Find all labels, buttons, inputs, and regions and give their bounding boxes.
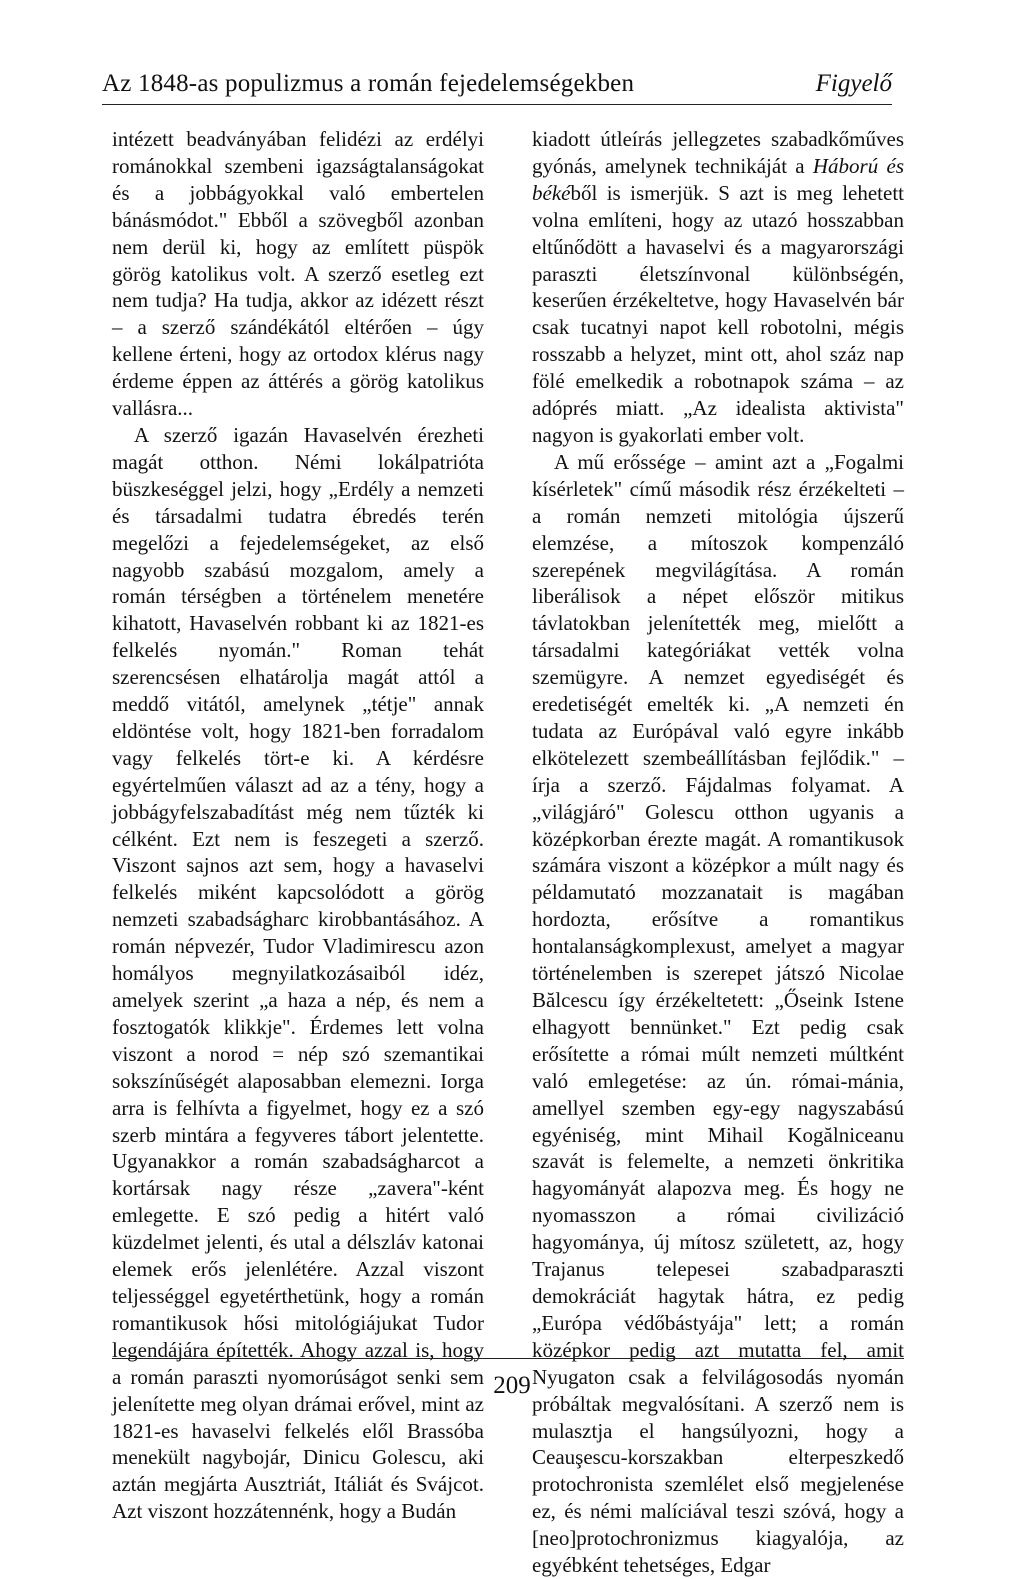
right-column bbox=[532, 126, 904, 1579]
section-label: Figyelő bbox=[815, 70, 892, 97]
page-header bbox=[102, 64, 892, 105]
text-span: ből is ismerjük. S azt is meg lehetett volna említeni, hogy az utazó hosszabban eltűnődött a havaselvi és a magyarországi paraszti életszínvonal különbségén, keserűen érzékeltetve, hogy Havaselvén bár csak tucatnyi napot kell robotolni, mégis rosszabb a helyzet, mint ott, ahol száz nap fölé emelkedik a robotnapok száma – az adóprés miatt. „Az idealista aktivista" nagyon is gyakorlati ember volt. bbox=[532, 180, 904, 447]
paragraph: A szerző igazán Havaselvén érezheti magát otthon. Némi lokálpatrióta büszkeséggel jelzi, hogy „Erdély a nemzeti és társadalmi tudatra ébredés terén megelőzi a fejedelemségeket, az első nagyobb szabású mozgalom, amely a román térségben a történelem menetére kihatott, Havaselvén robbant ki az 1821-es felkelés nyomán." Roman tehát szerencsésen elhatárolja magát attól a meddő vitától, amelynek „tétje" annak eldöntése volt, hogy 1821-ben forradalom vagy felkelés tört-e ki. A kérdésre egyértelműen választ ad az a tény, hogy a jobbágyfelszabadítást még nem tűzték ki célként. Ezt nem is feszegeti a szerző. Viszont sajnos azt sem, hogy a havaselvi felkelés miként kapcsolódott a görög nemzeti szabadságharc kirobbantásához. A román népvezér, Tudor Vladimirescu azon homályos megnyilatkozásaiból idéz, amelyek szerint „a haza a nép, és nem a fosztogatók klikkje". Érdemes lett volna viszont a norod = nép szó szemantikai sokszínűségét alaposabban elemezni. Iorga arra is felhívta a figyelmet, hogy ez a szó szerb mintára a fegyveres tábort jelentette. Ugyanakkor a román szabadságharcot a kortársak nagy része „zavera"-ként emlegette. E szó pedig a hitért való küzdelmet jelenti, és utal a délszláv katonai elemek erős jelenlétére. Azzal viszont teljességgel egyetérthetünk, hogy a román romantikusok hősi mitológiájukat Tudor legendájára építették. Ahogy azzal is, hogy a román paraszti nyomorúságot senki sem jelenítette meg olyan drámai erővel, mint az 1821-es havaselvi felkelés elől Brassóba menekült nagybojár, Dinicu Golescu, aki aztán megjárta Ausztriát, Itáliát és Svájcot. Azt viszont hozzátennénk, hogy a Budán bbox=[112, 422, 484, 1524]
paragraph bbox=[532, 126, 904, 449]
paragraph: intézett beadványában felidézi az erdélyi románokkal szembeni igazságtalanságokat és a jobbágyokkal való embertelen bánásmódot." Ebből a szövegből azonban nem derül ki, hogy az említett püspök görög katolikus volt. A szerző esetleg ezt nem tudja? Ha tudja, akkor az idézett részt – a szerző szándékától eltérően – úgy kellene érteni, hogy az ortodox klérus nagy érdeme éppen az áttérés a görög katolikus vallásra... bbox=[112, 127, 484, 421]
running-title: Az 1848-as populizmus a román fejedelemségekben bbox=[102, 70, 635, 97]
book-title: Háború és béké bbox=[532, 153, 904, 205]
footer-rule bbox=[112, 1358, 904, 1359]
left-column bbox=[112, 126, 484, 1525]
page-number: 209 bbox=[493, 1372, 531, 1399]
text-span: kiadott útleírás jellegzetes szabadkőműves gyónás, amelynek technikáját a bbox=[532, 127, 904, 178]
paragraph: A mű erőssége – amint azt a „Fogalmi kísérletek" című második rész érzékelteti – a román nemzeti mitológia újszerű elemzése, a mítoszok kompenzáló szerepének megvilágítása. A román liberálisok a népet először mitikus távlatokban jelenítették meg, mielőtt a társadalmi kategóriákat vették volna szemügyre. A nemzet egyediségét és eredetiségét emelték ki. „A nemzeti én tudata az Európával való egyre inkább elkötelezett szembeállításban fejlődik." – írja a szerző. Fájdalmas folyamat. A „világjáró" Golescu otthon ugyanis a középkorban érezte magát. A romantikusok számára viszont a középkor a múlt nagy és példamutató mozzanatait is magában hordozta, erősítve a romantikus hontalanságkomplexust, amelyet a magyar történelemben is szerepet játszó Nicolae Bălcescu így érzékeltetett: „Őseink Istene elhagyott bennünket." Ezt pedig csak erősítette a római múlt nemzeti múltként való emlegetése: az ún. római-mánia, amellyel szemben egy-egy nagyszabású egyéniség, mint Mihail Kogălniceanu szavát is felemelte, a nemzeti önkritika hagyományát alapozva meg. És hogy ne nyomasszon a római civilizáció hagyománya, új mítosz született, az, hogy Trajanus telepesei szabadparaszti demokráciát hagytak hátra, ez pedig „Európa védőbástyája" lett; a román középkor pedig azt mutatta fel, amit Nyugaton csak a felvilágosodás nyomán próbáltak megvalósítani. A szerző nem is mulasztja el hangsúlyozni, hogy a Ceauşescu-korszakban elterpeszkedő protochronista szemlélet első megjelenése ez, és némi malíciával teszi szóvá, hogy a [neo]protochronizmus kiagyalója, az egyébként tehetséges, Edgar bbox=[532, 449, 904, 1578]
